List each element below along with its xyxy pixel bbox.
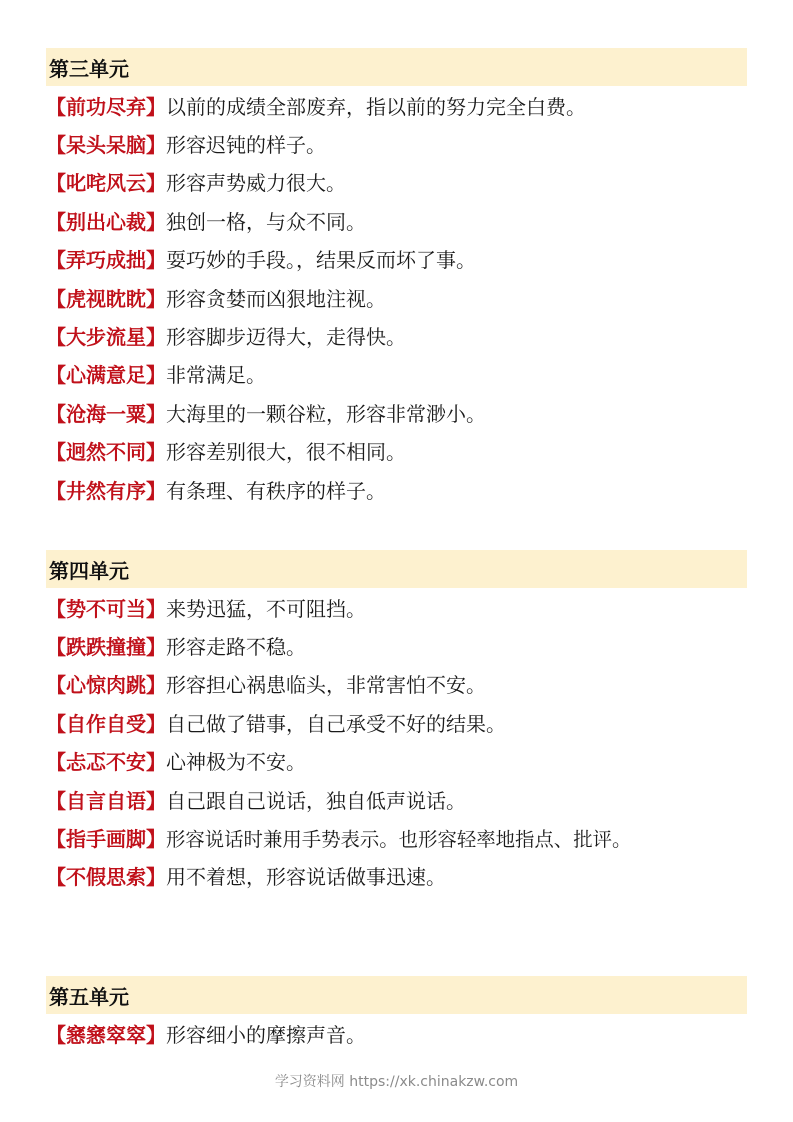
idiom-term: 【心惊肉跳】 xyxy=(46,673,166,698)
idiom-term: 【虎视眈眈】 xyxy=(46,286,166,311)
idiom-definition: 自己做了错事，自己承受不好的结果。 xyxy=(166,711,506,736)
section-title: 第四单元 xyxy=(46,550,747,588)
idiom-term: 【自作自受】 xyxy=(46,711,166,736)
idiom-term: 【跌跌撞撞】 xyxy=(46,635,166,660)
unit-4-section xyxy=(46,550,747,895)
idiom-term: 【沧海一粟】 xyxy=(46,401,166,426)
idiom-definition: 来势迅猛，不可阻挡。 xyxy=(166,596,366,621)
idiom-definition: 非常满足。 xyxy=(166,363,266,388)
idiom-entry xyxy=(46,818,747,856)
idiom-entry xyxy=(46,665,747,703)
idiom-entry xyxy=(46,278,747,316)
idiom-definition: 形容担心祸患临头，非常害怕不安。 xyxy=(166,673,486,698)
idiom-term: 【呆头呆脑】 xyxy=(46,133,166,158)
idiom-definition: 形容走路不稳。 xyxy=(166,635,306,660)
idiom-definition: 耍巧妙的手段。，结果反而坏了事。 xyxy=(166,248,476,273)
idiom-term: 【前功尽弃】 xyxy=(46,94,166,119)
unit-3-section xyxy=(46,48,747,508)
idiom-term: 【不假思索】 xyxy=(46,865,166,890)
idiom-entry xyxy=(46,316,747,354)
idiom-definition: 自己跟自己说话，独自低声说话。 xyxy=(166,788,466,813)
idiom-definition: 用不着想，形容说话做事迅速。 xyxy=(166,865,446,890)
section-title: 第三单元 xyxy=(46,48,747,86)
idiom-entry xyxy=(46,588,747,626)
idiom-term: 【忐忑不安】 xyxy=(46,750,166,775)
idiom-term: 【井然有序】 xyxy=(46,478,166,503)
idiom-entry xyxy=(46,470,747,508)
idiom-entry xyxy=(46,626,747,664)
idiom-definition: 形容迟钝的样子。 xyxy=(166,133,326,158)
idiom-term: 【别出心裁】 xyxy=(46,209,166,234)
unit-5-section xyxy=(46,976,747,1052)
idiom-definition: 有条理、有秩序的样子。 xyxy=(166,478,386,503)
idiom-entry xyxy=(46,857,747,895)
idiom-entry xyxy=(46,355,747,393)
idiom-entry xyxy=(46,1014,747,1052)
idiom-definition: 大海里的一颗谷粒，形容非常渺小。 xyxy=(166,401,486,426)
idiom-entry xyxy=(46,86,747,124)
idiom-definition: 形容说话时兼用手势表示。也形容轻率地指点、批评。 xyxy=(166,827,632,851)
idiom-definition: 形容声势威力很大。 xyxy=(166,171,346,196)
page-footer: 学习资料网 https://xk.chinakzw.com xyxy=(274,1074,519,1090)
idiom-term: 【心满意足】 xyxy=(46,363,166,388)
idiom-entry xyxy=(46,780,747,818)
idiom-definition: 心神极为不安。 xyxy=(166,750,306,775)
idiom-term: 【迥然不同】 xyxy=(46,440,166,465)
idiom-entry xyxy=(46,201,747,239)
idiom-term: 【弄巧成拙】 xyxy=(46,248,166,273)
idiom-definition: 以前的成绩全部废弃，指以前的努力完全白费。 xyxy=(166,94,586,119)
idiom-term: 【大步流星】 xyxy=(46,325,166,350)
idiom-term: 【叱咤风云】 xyxy=(46,171,166,196)
idiom-term: 【势不可当】 xyxy=(46,596,166,621)
idiom-entry xyxy=(46,124,747,162)
idiom-term: 【窸窸窣窣】 xyxy=(46,1022,166,1047)
idiom-definition: 形容细小的摩擦声音。 xyxy=(166,1022,366,1047)
idiom-term: 【指手画脚】 xyxy=(46,827,166,852)
idiom-entry xyxy=(46,393,747,431)
idiom-entry xyxy=(46,742,747,780)
idiom-entry xyxy=(46,432,747,470)
idiom-term: 【自言自语】 xyxy=(46,788,166,813)
section-title: 第五单元 xyxy=(46,976,747,1014)
idiom-entry xyxy=(46,703,747,741)
idiom-definition: 独创一格，与众不同。 xyxy=(166,209,366,234)
idiom-entry xyxy=(46,163,747,201)
idiom-definition: 形容差别很大，很不相同。 xyxy=(166,440,406,465)
idiom-definition: 形容脚步迈得大，走得快。 xyxy=(166,325,406,350)
idiom-entry xyxy=(46,240,747,278)
idiom-definition: 形容贪婪而凶狠地注视。 xyxy=(166,286,386,311)
